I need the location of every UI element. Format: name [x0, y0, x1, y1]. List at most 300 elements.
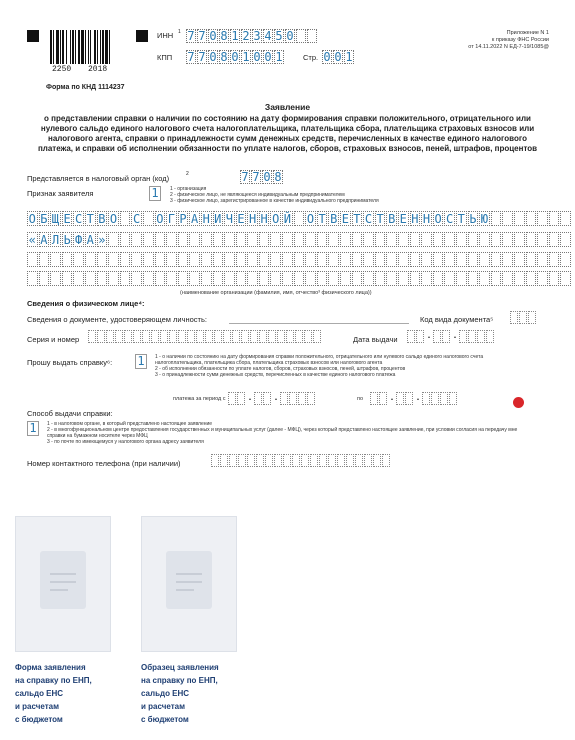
org-name-char	[549, 232, 560, 247]
org-name-char	[108, 252, 119, 267]
org-name-char	[85, 252, 96, 267]
org-name-char: А	[40, 233, 48, 247]
org-name-char	[560, 211, 571, 226]
org-name-char	[50, 252, 61, 267]
org-name-row-4[interactable]	[27, 271, 572, 286]
barcode-bar	[75, 30, 76, 64]
input-cell[interactable]	[106, 330, 114, 343]
org-name-char	[526, 232, 537, 247]
input-cell[interactable]	[263, 392, 271, 405]
input-cell[interactable]	[151, 330, 159, 343]
input-cell[interactable]	[346, 454, 354, 467]
org-name-char	[85, 271, 96, 286]
input-cell[interactable]	[169, 330, 177, 343]
input-cell[interactable]	[237, 392, 245, 405]
org-name-char	[131, 252, 142, 267]
org-name-char: Й	[283, 212, 291, 226]
org-name-char	[27, 252, 38, 267]
org-name-char	[398, 252, 409, 267]
page-label: Стр.	[303, 53, 319, 62]
barcode-bar	[94, 30, 96, 64]
org-name-char	[236, 271, 247, 286]
org-name-char	[131, 271, 142, 286]
org-name-char: Щ	[51, 212, 60, 226]
barcode-bar	[109, 30, 110, 64]
kpp-digit: 0	[209, 50, 217, 64]
input-cell[interactable]	[133, 330, 141, 343]
input-cell[interactable]	[328, 454, 336, 467]
org-name-char	[502, 252, 513, 267]
org-name-char: С	[446, 212, 454, 226]
input-cell[interactable]	[307, 392, 315, 405]
inn-digit: 5	[275, 29, 283, 43]
inn-digit: 0	[286, 29, 294, 43]
input-cell[interactable]	[319, 454, 327, 467]
period-from-cells[interactable]: . .	[228, 392, 316, 405]
org-name-caption: (наименование организации (фамилия, имя, отчество³ физического лица))	[180, 290, 372, 296]
org-name-char	[340, 271, 351, 286]
input-cell[interactable]	[187, 330, 195, 343]
download-link-form[interactable]: Форма заявления на справку по ЕНП, сальдо ЕНС и расчетам с бюджетом	[15, 663, 92, 724]
page-digit: 1	[345, 50, 353, 64]
org-name-char	[27, 271, 38, 286]
statement-text: о представлении справки о наличии по состоянию на дату формирования справки положительного, отрицательного или нулевого сальдо единого налогового счета налогоплательщика, плательщика сбора, плательщика страховых взносов или налогового агента, справки о принадлежности сумм денежных средств, перечисленных в качестве единого налогового платежа, и справки об исполнении обязанности по уплате налогов, сборов, страховых взносов, пеней, штрафов, процентов	[37, 114, 538, 153]
org-name-char	[468, 252, 479, 267]
input-cell[interactable]	[265, 454, 273, 467]
org-name-char	[328, 271, 339, 286]
org-name-char	[514, 252, 525, 267]
series-label: Серия и номер	[27, 335, 80, 344]
input-cell[interactable]	[115, 330, 123, 343]
input-cell[interactable]	[396, 392, 404, 405]
inn-digit: 1	[231, 29, 239, 43]
kpp-digit: 1	[242, 50, 250, 64]
org-name-char: Н	[260, 212, 268, 226]
org-name-char	[97, 271, 108, 286]
org-name-char: Ч	[225, 212, 233, 226]
org-name-char	[282, 271, 293, 286]
org-name-char	[502, 271, 513, 286]
org-name-char	[340, 232, 351, 247]
org-name-char: Ь	[63, 233, 71, 247]
org-name-char	[213, 252, 224, 267]
org-name-char: Б	[40, 212, 48, 226]
org-name-char: С	[133, 212, 141, 226]
org-name-char	[560, 232, 571, 247]
input-cell[interactable]	[124, 330, 132, 343]
org-name-char	[305, 232, 316, 247]
org-name-char	[143, 232, 154, 247]
org-name-char	[479, 252, 490, 267]
authority-digit: 0	[263, 170, 271, 184]
org-name-char	[375, 271, 386, 286]
org-name-char	[491, 232, 502, 247]
input-cell[interactable]	[440, 392, 448, 405]
org-name-char	[247, 232, 258, 247]
period-to-cells[interactable]: . .	[370, 392, 458, 405]
org-name-char: Г	[167, 212, 176, 226]
download-card-form[interactable]	[15, 516, 111, 652]
input-cell[interactable]	[370, 392, 378, 405]
input-cell[interactable]	[449, 392, 457, 405]
input-cell[interactable]	[477, 330, 485, 343]
input-cell[interactable]	[289, 392, 297, 405]
org-name-char	[537, 211, 548, 226]
org-name-char	[375, 252, 386, 267]
page-cells	[322, 50, 355, 64]
org-name-char	[131, 232, 142, 247]
input-cell[interactable]	[301, 454, 309, 467]
inn-digit: 3	[253, 29, 261, 43]
input-cell[interactable]	[160, 330, 168, 343]
org-name-char	[514, 271, 525, 286]
kpp-digit: 1	[275, 50, 283, 64]
barcode-bar	[72, 30, 74, 64]
org-name-char: С	[75, 212, 83, 226]
phone-cells[interactable]	[211, 454, 391, 467]
barcode-bar	[56, 30, 59, 64]
doc-code-cells[interactable]	[510, 311, 537, 324]
input-cell[interactable]	[277, 330, 285, 343]
org-name-char: »	[98, 233, 106, 247]
page-digit: 0	[323, 50, 331, 64]
org-name-char	[201, 232, 212, 247]
input-cell[interactable]	[229, 454, 237, 467]
org-name-char	[108, 271, 119, 286]
org-name-char: Ь	[469, 212, 477, 226]
input-cell[interactable]	[241, 330, 249, 343]
kpp-digit: 0	[253, 50, 261, 64]
inn-digit: 4	[264, 29, 272, 43]
barcode-bar	[62, 30, 64, 64]
org-name-char	[317, 232, 328, 247]
org-name-char: О	[272, 212, 280, 226]
org-name-char: В	[330, 212, 338, 226]
inn-label: ИНН	[157, 31, 174, 40]
inn-digit	[307, 29, 317, 43]
org-name-char	[386, 252, 397, 267]
org-name-char	[178, 252, 189, 267]
inn-cells	[186, 29, 318, 43]
org-name-char: «	[28, 233, 36, 247]
org-name-char	[491, 211, 502, 226]
input-cell[interactable]	[256, 454, 264, 467]
org-name-char	[398, 232, 409, 247]
org-name-char	[294, 271, 305, 286]
org-name-char	[201, 252, 212, 267]
org-name-char: А	[86, 233, 94, 247]
input-cell[interactable]	[280, 392, 288, 405]
download-link-sample[interactable]: Образец заявления на справку по ЕНП, сальдо ЕНС и расчетам с бюджетом	[141, 663, 219, 724]
org-name-char: В	[98, 212, 106, 226]
input-cell[interactable]	[250, 330, 258, 343]
org-name-char	[189, 252, 200, 267]
org-name-char	[73, 252, 84, 267]
input-cell[interactable]	[228, 392, 236, 405]
input-cell[interactable]	[247, 454, 255, 467]
org-name-char	[352, 232, 363, 247]
org-name-char: О	[434, 212, 442, 226]
input-cell[interactable]	[283, 454, 291, 467]
input-cell[interactable]	[196, 330, 204, 343]
input-cell[interactable]	[254, 392, 262, 405]
document-icon	[166, 551, 212, 609]
org-name-char	[247, 271, 258, 286]
barcode-number-right: 2018	[88, 65, 108, 74]
input-cell[interactable]	[379, 392, 387, 405]
request-label: Прошу выдать справку⁶:	[27, 358, 113, 367]
org-name-char: О	[156, 212, 164, 226]
input-cell[interactable]	[211, 454, 219, 467]
barcode-bar	[70, 30, 71, 64]
input-cell[interactable]	[364, 454, 372, 467]
org-name-char	[526, 252, 537, 267]
org-name-char	[433, 271, 444, 286]
org-name-char	[201, 271, 212, 286]
input-cell[interactable]	[238, 454, 246, 467]
input-cell[interactable]	[373, 454, 381, 467]
org-name-char	[433, 232, 444, 247]
issue-date-cells[interactable]: . .	[407, 330, 495, 343]
org-name-char	[456, 252, 467, 267]
org-name-char: Т	[318, 212, 326, 226]
input-cell[interactable]	[310, 454, 318, 467]
org-name-char	[444, 232, 455, 247]
input-cell[interactable]	[416, 330, 424, 343]
org-name-char	[166, 271, 177, 286]
org-name-char	[189, 271, 200, 286]
barcode	[50, 30, 116, 66]
person-doc-label: Сведения о документе, удостоверяющем личность:	[27, 315, 207, 324]
org-name-char	[294, 232, 305, 247]
input-cell[interactable]	[178, 330, 186, 343]
input-cell[interactable]	[223, 330, 231, 343]
org-name-char	[305, 271, 316, 286]
input-cell[interactable]	[232, 330, 240, 343]
org-name-char	[270, 232, 281, 247]
input-cell[interactable]	[220, 454, 228, 467]
input-cell[interactable]	[433, 330, 441, 343]
org-name-char	[259, 252, 270, 267]
kpp-cells	[186, 50, 285, 64]
inn-digit: 8	[220, 29, 228, 43]
barcode-bar	[88, 30, 89, 64]
kpp-digit: 0	[231, 50, 239, 64]
org-name-char	[491, 271, 502, 286]
org-name-char	[143, 252, 154, 267]
barcode-bar	[85, 30, 86, 64]
input-cell[interactable]	[214, 330, 222, 343]
org-name-char	[270, 271, 281, 286]
org-name-char: Т	[457, 212, 465, 226]
org-name-char	[537, 271, 548, 286]
org-name-char	[259, 271, 270, 286]
inn-digit: 7	[187, 29, 195, 43]
input-cell[interactable]	[459, 330, 467, 343]
input-cell[interactable]	[486, 330, 494, 343]
org-name-char	[537, 252, 548, 267]
org-name-char	[514, 211, 525, 226]
org-name-char	[502, 232, 513, 247]
input-cell[interactable]	[97, 330, 105, 343]
org-name-row-1[interactable]	[27, 211, 572, 226]
org-name-char: Е	[341, 212, 349, 226]
input-cell[interactable]	[405, 392, 413, 405]
input-cell[interactable]	[205, 330, 213, 343]
org-name-char	[143, 271, 154, 286]
org-name-char	[120, 271, 131, 286]
org-name-char	[143, 211, 154, 226]
inn-sup: 1	[178, 29, 181, 35]
org-name-char: Ф	[75, 233, 83, 247]
org-name-char	[50, 271, 61, 286]
org-name-char	[363, 232, 374, 247]
org-name-char: Н	[422, 212, 431, 226]
barcode-bar	[78, 30, 80, 64]
authority-label: Представляется в налоговый орган (код)	[27, 174, 170, 183]
request-type-box[interactable]: 1	[135, 354, 147, 369]
org-name-char	[155, 271, 166, 286]
barcode-bar	[97, 30, 98, 64]
org-name-char	[537, 232, 548, 247]
org-name-char	[317, 252, 328, 267]
applicant-label: Признак заявителя	[27, 189, 94, 198]
org-name-char	[62, 271, 73, 286]
org-name-char	[39, 271, 50, 286]
person-heading: Сведения о физическом лице⁴:	[27, 299, 145, 308]
org-name-char	[282, 252, 293, 267]
org-name-char	[247, 252, 258, 267]
applicant-options: 1 - организация 2 - физическое лицо, не являющееся индивидуальным предпринимателем 3 - физическое лицо, зарегистрированное в качестве индивидуального предпринимателя	[170, 186, 379, 204]
org-name-char	[328, 232, 339, 247]
input-cell[interactable]	[337, 454, 345, 467]
authority-digit: 7	[241, 170, 249, 184]
series-cells[interactable]	[88, 330, 322, 343]
org-name-char	[363, 252, 374, 267]
period-to-label: по	[357, 396, 364, 402]
input-cell[interactable]	[259, 330, 267, 343]
org-name-char	[386, 271, 397, 286]
org-name-char	[491, 252, 502, 267]
barcode-bar	[60, 30, 61, 64]
barcode-bar	[102, 30, 104, 64]
inn-digit: 7	[198, 29, 206, 43]
input-cell[interactable]	[268, 330, 276, 343]
input-cell[interactable]	[422, 392, 430, 405]
org-name-char: О	[306, 212, 315, 226]
input-cell[interactable]	[274, 454, 282, 467]
download-card-sample[interactable]	[141, 516, 237, 652]
applicant-sign-box[interactable]: 1	[149, 186, 161, 201]
record-marker-icon	[513, 397, 524, 408]
org-name-char	[468, 271, 479, 286]
inn-digit	[296, 29, 306, 43]
delivery-method-box[interactable]: 1	[27, 421, 39, 436]
barcode-bar	[53, 30, 54, 64]
org-name-char: Т	[86, 212, 94, 226]
org-name-char	[62, 252, 73, 267]
org-name-char	[224, 271, 235, 286]
org-name-char: Е	[63, 212, 71, 226]
org-name-char	[398, 271, 409, 286]
input-cell[interactable]	[468, 330, 476, 343]
form-code: Форма по КНД 1114237	[46, 84, 125, 91]
input-cell[interactable]	[298, 392, 306, 405]
input-cell[interactable]	[382, 454, 390, 467]
delivery-label: Способ выдачи справки:	[27, 409, 113, 418]
org-name-char	[456, 232, 467, 247]
org-name-char: Е	[237, 212, 245, 226]
inn-digit: 0	[209, 29, 217, 43]
phone-label: Номер контактного телефона (при наличии)	[27, 459, 181, 468]
kpp-digit: 0	[264, 50, 272, 64]
org-name-char	[549, 252, 560, 267]
org-name-char	[421, 271, 432, 286]
org-name-char: В	[388, 212, 396, 226]
input-cell[interactable]	[407, 330, 415, 343]
org-name-char	[514, 232, 525, 247]
org-name-char	[410, 271, 421, 286]
kpp-label: КПП	[157, 53, 173, 62]
org-name-char: Н	[202, 212, 210, 226]
input-cell[interactable]	[142, 330, 150, 343]
org-name-char: А	[190, 212, 199, 226]
input-cell[interactable]	[286, 330, 294, 343]
org-name-char	[421, 252, 432, 267]
org-name-char	[526, 271, 537, 286]
barcode-bar	[90, 30, 91, 64]
org-name-char	[444, 252, 455, 267]
org-name-char	[526, 211, 537, 226]
org-name-char	[560, 252, 571, 267]
org-name-char	[120, 211, 131, 226]
org-name-char	[328, 252, 339, 267]
barcode-bar	[81, 30, 84, 64]
org-name-char	[166, 232, 177, 247]
org-name-char	[468, 232, 479, 247]
input-cell[interactable]	[442, 330, 450, 343]
input-cell[interactable]	[304, 330, 312, 343]
appendix-note: Приложение N 1 к приказу ФНС России от 14.11.2022 N ЕД-7-19/1085@	[468, 30, 549, 50]
doc-underline	[229, 323, 409, 324]
org-name-row-2[interactable]	[27, 232, 572, 247]
org-name-char	[120, 232, 131, 247]
org-name-char	[410, 232, 421, 247]
org-name-char	[410, 252, 421, 267]
org-name-row-3[interactable]	[27, 252, 572, 267]
org-name-char	[224, 252, 235, 267]
input-cell[interactable]	[88, 330, 96, 343]
org-name-char	[560, 271, 571, 286]
input-cell[interactable]	[355, 454, 363, 467]
authority-code-cells	[240, 170, 284, 184]
org-name-char	[166, 252, 177, 267]
input-cell[interactable]	[292, 454, 300, 467]
document-icon	[40, 551, 86, 609]
input-cell[interactable]	[431, 392, 439, 405]
request-options: 1 - о наличии по состоянию на дату формирования справки положительного, отрицательного или нулевого сальдо единого налогового счета налогоплательщика, плательщика сбора, плательщика страховых взносов или налогового агента 2 - об исполнении обязанности по уплате налогов, сборов, страховых взносов, пеней, штрафов, процентов 3 - о принадлежности сумм денежных средств, перечисленных в качестве единого налогового платежа	[155, 354, 484, 378]
input-cell[interactable]	[295, 330, 303, 343]
page-digit: 0	[334, 50, 342, 64]
input-cell[interactable]	[313, 330, 321, 343]
org-name-char: Р	[179, 212, 187, 226]
org-name-char	[189, 232, 200, 247]
org-name-char	[549, 271, 560, 286]
org-name-char: О	[28, 212, 36, 226]
org-name-char	[317, 271, 328, 286]
org-name-char	[375, 232, 386, 247]
inn-digit: 2	[242, 29, 250, 43]
